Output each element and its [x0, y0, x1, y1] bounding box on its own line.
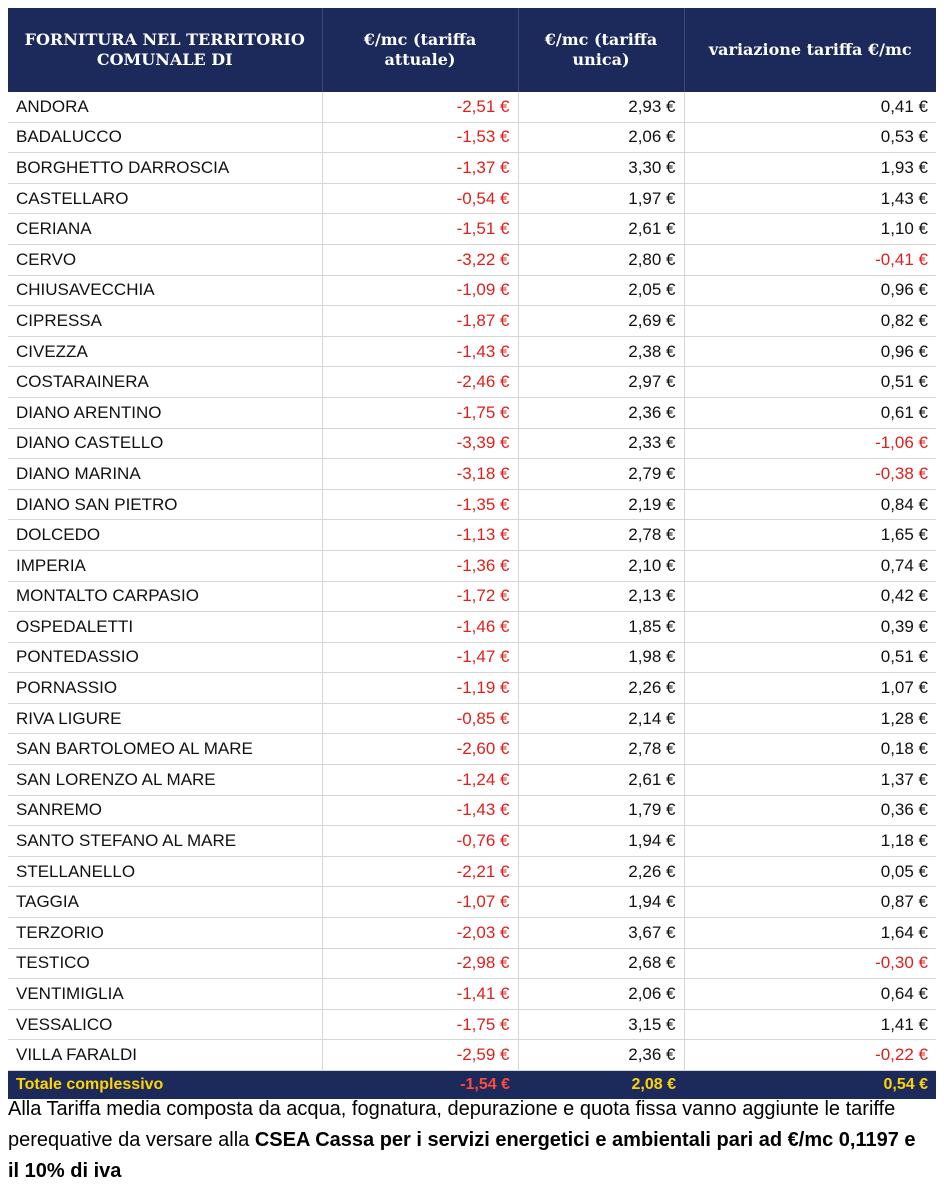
table-row — [8, 92, 936, 122]
cell-comune: DIANO MARINA — [8, 459, 322, 490]
cell-comune: VESSALICO — [8, 1009, 322, 1040]
cell-unica: 2,14 € — [518, 703, 684, 734]
cell-unica: 3,67 € — [518, 918, 684, 949]
footnote — [8, 1094, 928, 1187]
cell-attuale: -1,75 € — [322, 1009, 518, 1040]
cell-comune: TESTICO — [8, 948, 322, 979]
table-row — [8, 856, 936, 887]
cell-comune: COSTARAINERA — [8, 367, 322, 398]
cell-variazione: 0,41 € — [684, 92, 936, 122]
cell-variazione: 0,74 € — [684, 550, 936, 581]
cell-attuale: -2,98 € — [322, 948, 518, 979]
cell-unica: 1,94 € — [518, 887, 684, 918]
cell-attuale: -1,35 € — [322, 489, 518, 520]
cell-attuale: -2,03 € — [322, 918, 518, 949]
cell-attuale: -2,46 € — [322, 367, 518, 398]
cell-variazione: 0,36 € — [684, 795, 936, 826]
header-tariffa-unica: €/mc (tariffa unica) — [518, 8, 684, 92]
cell-unica: 2,80 € — [518, 244, 684, 275]
table-row — [8, 153, 936, 184]
cell-comune: SANREMO — [8, 795, 322, 826]
table-row — [8, 428, 936, 459]
cell-comune: MONTALTO CARPASIO — [8, 581, 322, 612]
table-row — [8, 550, 936, 581]
cell-attuale: -1,37 € — [322, 153, 518, 184]
table-row — [8, 244, 936, 275]
table-row — [8, 183, 936, 214]
cell-comune: CERVO — [8, 244, 322, 275]
table-row — [8, 367, 936, 398]
cell-comune: BORGHETTO DARROSCIA — [8, 153, 322, 184]
table-row — [8, 397, 936, 428]
cell-attuale: -1,87 € — [322, 306, 518, 337]
cell-unica: 2,05 € — [518, 275, 684, 306]
table-row — [8, 979, 936, 1010]
cell-variazione: 1,93 € — [684, 153, 936, 184]
cell-comune: SANTO STEFANO AL MARE — [8, 826, 322, 857]
table-row — [8, 122, 936, 153]
cell-comune: ANDORA — [8, 92, 322, 122]
cell-attuale: -3,39 € — [322, 428, 518, 459]
cell-attuale: -1,09 € — [322, 275, 518, 306]
cell-unica: 2,38 € — [518, 336, 684, 367]
footnote-bold: CSEA Cassa per i servizi energetici e ambientali pari ad €/mc 0,1197 e il 10% di iva — [8, 1129, 916, 1182]
cell-comune: BADALUCCO — [8, 122, 322, 153]
cell-attuale: -1,75 € — [322, 397, 518, 428]
cell-unica: 2,06 € — [518, 122, 684, 153]
cell-unica: 2,61 € — [518, 765, 684, 796]
cell-comune: DIANO SAN PIETRO — [8, 489, 322, 520]
cell-unica: 2,19 € — [518, 489, 684, 520]
cell-variazione: 0,05 € — [684, 856, 936, 887]
cell-variazione: 1,43 € — [684, 183, 936, 214]
cell-comune: CIVEZZA — [8, 336, 322, 367]
cell-unica: 2,78 € — [518, 520, 684, 551]
cell-unica: 2,69 € — [518, 306, 684, 337]
cell-unica: 2,68 € — [518, 948, 684, 979]
cell-unica: 2,33 € — [518, 428, 684, 459]
table-row — [8, 765, 936, 796]
table-row — [8, 887, 936, 918]
cell-unica: 2,10 € — [518, 550, 684, 581]
tariff-sheet — [8, 8, 936, 1099]
cell-variazione: 0,96 € — [684, 336, 936, 367]
header-tariffa-attuale: €/mc (tariffa attuale) — [322, 8, 518, 92]
table-row — [8, 642, 936, 673]
cell-comune: TAGGIA — [8, 887, 322, 918]
cell-unica: 2,93 € — [518, 92, 684, 122]
cell-variazione: 0,51 € — [684, 367, 936, 398]
cell-comune: OSPEDALETTI — [8, 612, 322, 643]
cell-attuale: -2,59 € — [322, 1040, 518, 1071]
cell-comune: PORNASSIO — [8, 673, 322, 704]
cell-variazione: -0,22 € — [684, 1040, 936, 1071]
cell-variazione: 1,18 € — [684, 826, 936, 857]
cell-unica: 2,36 € — [518, 1040, 684, 1071]
cell-variazione: 0,51 € — [684, 642, 936, 673]
cell-variazione: 0,64 € — [684, 979, 936, 1010]
cell-unica: 3,30 € — [518, 153, 684, 184]
cell-variazione: 0,84 € — [684, 489, 936, 520]
cell-attuale: -1,24 € — [322, 765, 518, 796]
cell-comune: CIPRESSA — [8, 306, 322, 337]
cell-variazione: 0,87 € — [684, 887, 936, 918]
cell-unica: 1,79 € — [518, 795, 684, 826]
cell-attuale: -1,72 € — [322, 581, 518, 612]
table-row — [8, 734, 936, 765]
cell-unica: 2,13 € — [518, 581, 684, 612]
cell-comune: CASTELLARO — [8, 183, 322, 214]
cell-attuale: -2,21 € — [322, 856, 518, 887]
cell-variazione: -0,41 € — [684, 244, 936, 275]
cell-unica: 2,61 € — [518, 214, 684, 245]
total-attuale: -1,54 € — [322, 1071, 518, 1100]
cell-comune: VILLA FARALDI — [8, 1040, 322, 1071]
cell-comune: SAN LORENZO AL MARE — [8, 765, 322, 796]
total-unica: 2,08 € — [518, 1071, 684, 1100]
cell-comune: CERIANA — [8, 214, 322, 245]
cell-variazione: 0,61 € — [684, 397, 936, 428]
cell-comune: DIANO CASTELLO — [8, 428, 322, 459]
cell-attuale: -0,85 € — [322, 703, 518, 734]
cell-attuale: -1,07 € — [322, 887, 518, 918]
cell-comune: TERZORIO — [8, 918, 322, 949]
cell-variazione: 0,42 € — [684, 581, 936, 612]
cell-comune: DOLCEDO — [8, 520, 322, 551]
cell-attuale: -0,76 € — [322, 826, 518, 857]
cell-attuale: -1,53 € — [322, 122, 518, 153]
cell-variazione: -0,30 € — [684, 948, 936, 979]
table-header — [8, 8, 936, 92]
cell-attuale: -1,46 € — [322, 612, 518, 643]
total-variazione: 0,54 € — [684, 1071, 936, 1100]
tariff-table — [8, 8, 936, 1099]
cell-comune: PONTEDASSIO — [8, 642, 322, 673]
cell-unica: 2,97 € — [518, 367, 684, 398]
cell-variazione: 0,18 € — [684, 734, 936, 765]
footnote-plain: Alla Tariffa media composta da acqua, fognatura, depurazione e quota fissa vanno aggiunte le tariffe perequative da versare alla — [8, 1098, 896, 1151]
total-label: Totale complessivo — [8, 1071, 322, 1100]
table-row — [8, 918, 936, 949]
cell-variazione: 1,10 € — [684, 214, 936, 245]
table-row — [8, 275, 936, 306]
cell-comune: CHIUSAVECCHIA — [8, 275, 322, 306]
table-row — [8, 520, 936, 551]
cell-attuale: -3,18 € — [322, 459, 518, 490]
table-row — [8, 612, 936, 643]
table-row — [8, 948, 936, 979]
cell-attuale: -1,41 € — [322, 979, 518, 1010]
table-row — [8, 1009, 936, 1040]
cell-comune: RIVA LIGURE — [8, 703, 322, 734]
cell-unica: 1,97 € — [518, 183, 684, 214]
cell-attuale: -1,43 € — [322, 336, 518, 367]
cell-comune: SAN BARTOLOMEO AL MARE — [8, 734, 322, 765]
cell-attuale: -1,36 € — [322, 550, 518, 581]
cell-unica: 1,85 € — [518, 612, 684, 643]
cell-unica: 2,26 € — [518, 856, 684, 887]
cell-attuale: -1,19 € — [322, 673, 518, 704]
cell-variazione: 0,96 € — [684, 275, 936, 306]
header-comune: FORNITURA NEL TERRITORIO COMUNALE DI — [8, 8, 322, 92]
cell-variazione: 0,53 € — [684, 122, 936, 153]
cell-unica: 2,36 € — [518, 397, 684, 428]
cell-variazione: 1,65 € — [684, 520, 936, 551]
table-row — [8, 581, 936, 612]
cell-comune: DIANO ARENTINO — [8, 397, 322, 428]
cell-unica: 1,98 € — [518, 642, 684, 673]
cell-attuale: -1,47 € — [322, 642, 518, 673]
table-row — [8, 795, 936, 826]
cell-attuale: -1,51 € — [322, 214, 518, 245]
cell-unica: 2,78 € — [518, 734, 684, 765]
table-row — [8, 214, 936, 245]
cell-variazione: 1,07 € — [684, 673, 936, 704]
cell-variazione: 0,82 € — [684, 306, 936, 337]
cell-attuale: -2,51 € — [322, 92, 518, 122]
cell-comune: VENTIMIGLIA — [8, 979, 322, 1010]
cell-attuale: -1,43 € — [322, 795, 518, 826]
table-row — [8, 703, 936, 734]
cell-unica: 3,15 € — [518, 1009, 684, 1040]
cell-attuale: -3,22 € — [322, 244, 518, 275]
cell-variazione: 0,39 € — [684, 612, 936, 643]
header-variazione: variazione tariffa €/mc — [684, 8, 936, 92]
table-row — [8, 459, 936, 490]
table-row — [8, 673, 936, 704]
cell-unica: 2,26 € — [518, 673, 684, 704]
cell-variazione: -1,06 € — [684, 428, 936, 459]
table-row — [8, 1040, 936, 1071]
cell-comune: STELLANELLO — [8, 856, 322, 887]
cell-variazione: 1,28 € — [684, 703, 936, 734]
cell-attuale: -1,13 € — [322, 520, 518, 551]
table-row — [8, 306, 936, 337]
cell-attuale: -0,54 € — [322, 183, 518, 214]
table-row — [8, 489, 936, 520]
cell-variazione: -0,38 € — [684, 459, 936, 490]
table-body — [8, 92, 936, 1071]
table-row — [8, 826, 936, 857]
cell-variazione: 1,37 € — [684, 765, 936, 796]
cell-unica: 2,79 € — [518, 459, 684, 490]
cell-variazione: 1,41 € — [684, 1009, 936, 1040]
cell-comune: IMPERIA — [8, 550, 322, 581]
cell-unica: 2,06 € — [518, 979, 684, 1010]
cell-unica: 1,94 € — [518, 826, 684, 857]
cell-attuale: -2,60 € — [322, 734, 518, 765]
table-row — [8, 336, 936, 367]
cell-variazione: 1,64 € — [684, 918, 936, 949]
